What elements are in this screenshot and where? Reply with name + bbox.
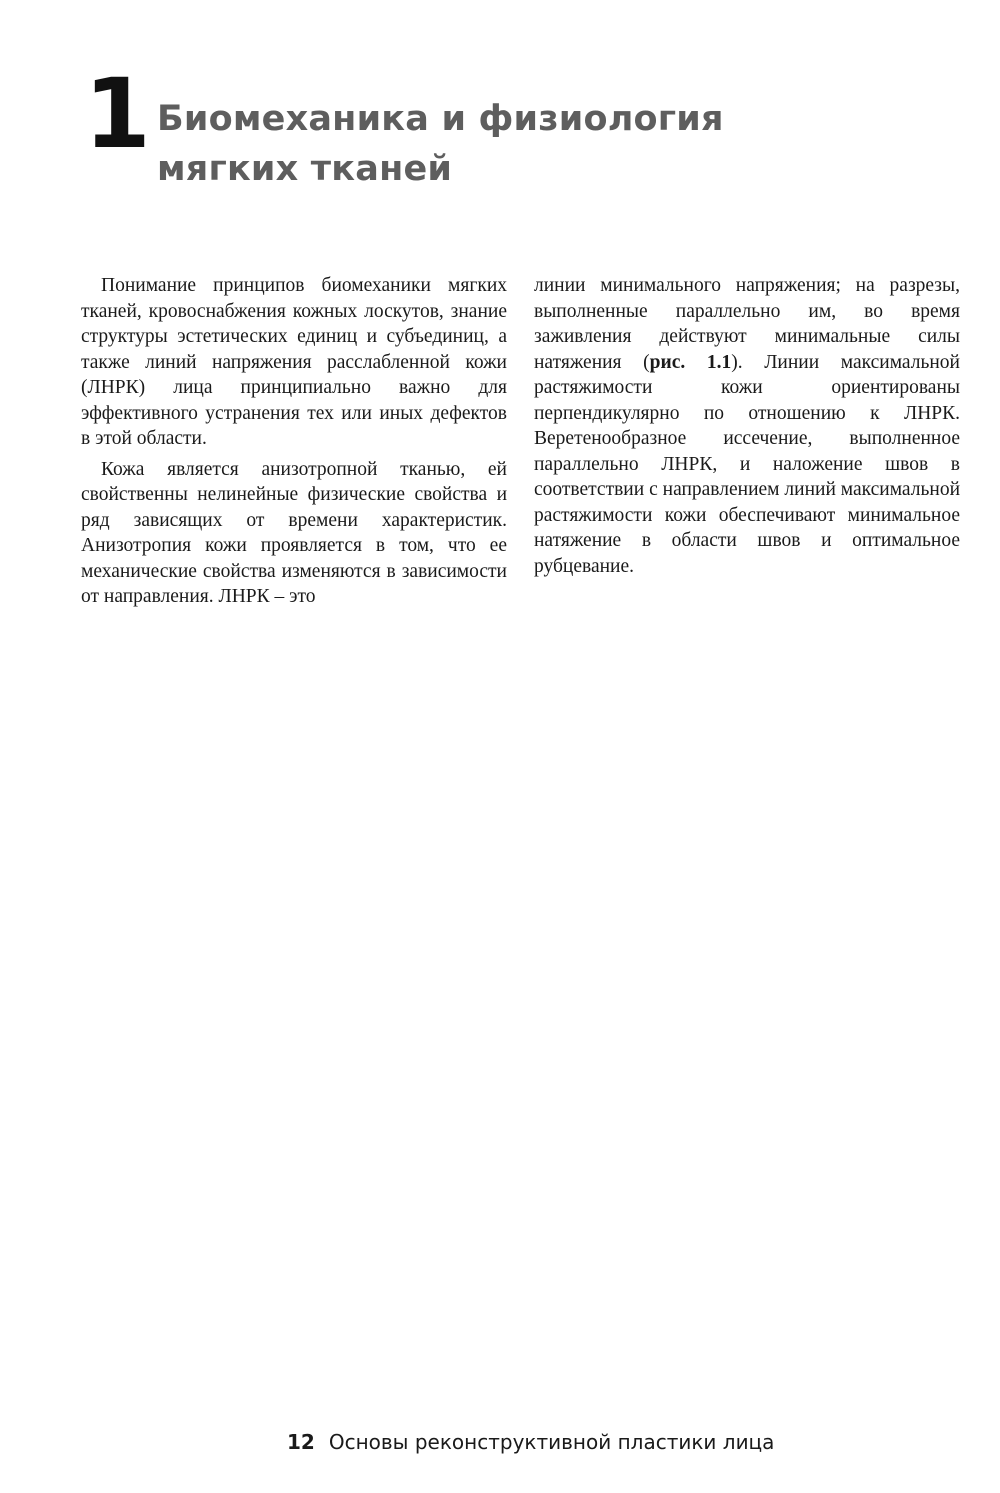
paragraph-intro: Понимание принципов биомеханики мягких тканей, кровоснабжения кожных лоскутов, знание структуры эстетических единиц и субъединиц, а также линий напряжения расслабленной кожи (ЛНРК) лица принципиально важно для эффективного устранения тех или иных дефектов в этой области. <box>81 275 507 449</box>
chapter-title-line-2: мягких тканей <box>157 149 453 189</box>
page-number: 12 <box>287 1430 315 1454</box>
book-title: Основы реконструктивной пластики лица <box>328 1430 775 1454</box>
paragraph-continuation <box>534 273 960 579</box>
figure-reference[interactable]: рис. 1.1 <box>649 351 732 373</box>
continuation-text-end: ). Линии максимальной растяжимости кожи ориентированы перпендикулярно по отношению к ЛНРК. Веретенообразное иссечение, выполненное параллельно ЛНРК, и наложение швов в соответствии с направлением линий максимальной растяжимости кожи обеспечивают минимальное натяжение в области швов и оптимальное рубцевание. <box>534 351 960 577</box>
chapter-number: 1 <box>84 58 151 170</box>
right-column <box>534 273 960 579</box>
chapter-title <box>157 94 724 194</box>
chapter-title-line-1: Биомеханика и физиология <box>157 99 724 139</box>
page-footer <box>287 1427 774 1457</box>
continuation-text-start: линии минимального напряжения; на разрезы, выполненные параллельно им, во время заживления действуют минимальные силы натяжения ( <box>534 275 960 373</box>
left-column <box>81 273 507 610</box>
paragraph-anisotropy: Кожа является анизотропной тканью, ей свойственны нелинейные физические свойства и ряд зависящих от времени характеристик. Анизотропия кожи проявляется в том, что ее механические свойства изменяются в зависимости от направления. ЛНРК – это <box>81 458 507 607</box>
